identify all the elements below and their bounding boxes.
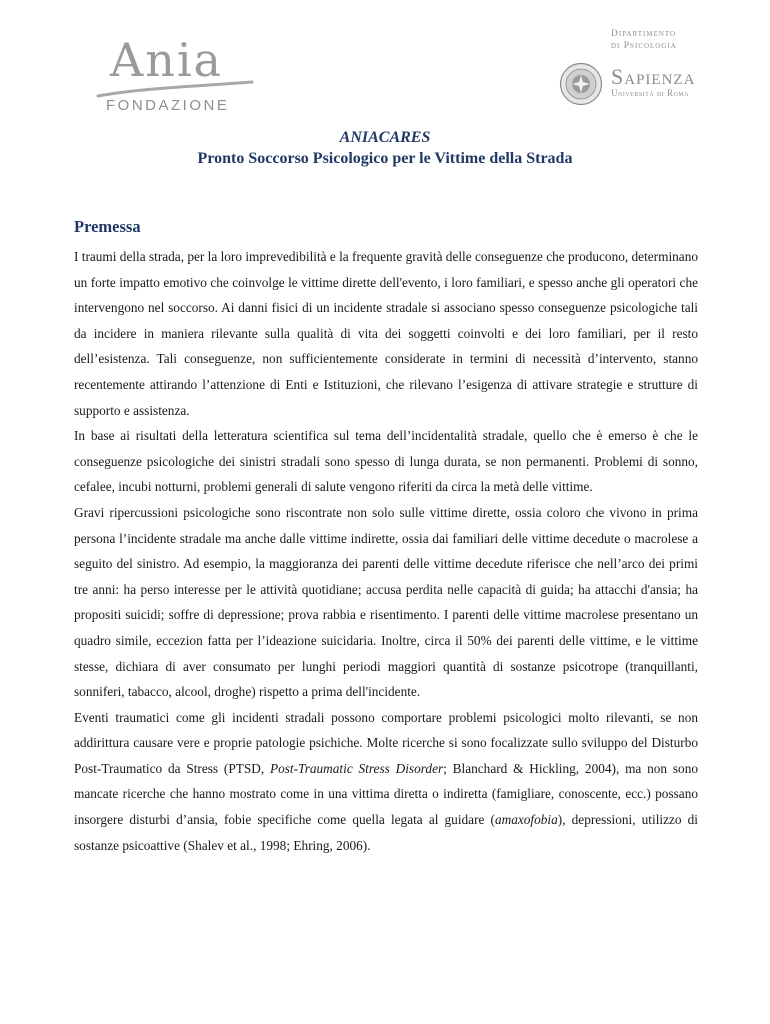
paragraph-4	[74, 705, 698, 859]
ania-logo-wordmark: Ania	[110, 33, 223, 87]
paragraph-4-italic-a: Post-Traumatic Stress Disorder	[269, 760, 444, 776]
sapienza-seal-icon	[559, 62, 603, 106]
ania-fondazione-logo	[92, 34, 257, 120]
paragraph-4-text-b: ; Blanchard & Hickling, 2004), ma non sono mancate ricerche che hanno mostrato come in una vittima diretta o indiretta (famigliare, conoscente, ecc.) possano insorgere disturbi d’ansia, fobie specifiche come quella legata al guidare (	[74, 760, 698, 828]
department-line-1: Dipartimento	[611, 29, 677, 39]
ania-logo-subtitle: FONDAZIONE	[106, 97, 230, 114]
department-line-2: di Psicologia	[611, 41, 677, 51]
sapienza-university: Università di Roma	[611, 88, 689, 98]
section-body	[74, 244, 698, 858]
paragraph-4-text-a: Eventi traumatici come gli incidenti stradali possono comportare problemi psicologici molto rilevanti, se non addirittura causare vere e proprie patologie psichiche. Molte ricerche si sono focalizzate sullo sviluppo del Disturbo Post-Traumatico da Stress (PTSD,	[74, 709, 698, 776]
paragraph-3: Gravi ripercussioni psicologiche sono riscontrate non solo sulle vittime dirette, ossia coloro che vivono in prima persona l’incidente stradale ma anche dalle vittime indirette, ossia dai familiari delle vittime decedute o macrolese a seguito del sinistro. Ad esempio, la maggioranza dei parenti delle vittime decedute riferisce che nell’arco dei primi tre anni: ha perso interesse per le attività quotidiane; accusa perdita nelle capacità di guida; ha attacchi d'ansia; ha propositi suicidi; soffre di depressione; prova rabbia e risentimento. I parenti delle vittime macrolese presentano un quadro simile, eccezion fatta per l’ideazione suicidaria. Inoltre, circa il 50% dei parenti delle vittime, e le vittime stesse, dichiara di aver consumato per lunghi periodi maggiori quantità di sostanze psicotrope (tranquillanti, sonniferi, tabacco, alcool, droghe) rispetto a prima dell'incidente.	[74, 504, 698, 700]
sapienza-name: Sapienza	[611, 64, 696, 89]
document-title: ANIACARES	[339, 129, 431, 146]
paragraph-2: In base ai risultati della letteratura scientifica sul tema dell’incidentalità stradale, quello che è emerso è che le conseguenze psicologiche dei sinistri stradali sono spesso di lunga durata, se non permanenti. Problemi di sonno, cefalee, incubi notturni, problemi generali di salute vengono riferiti da circa la metà delle vittime.	[74, 428, 698, 495]
section-heading: Premessa	[74, 217, 141, 236]
department-label	[611, 28, 677, 52]
paragraph-4-italic-b: amaxofobia	[494, 812, 558, 828]
document-subtitle: Pronto Soccorso Psicologico per le Vittime della Strada	[197, 150, 573, 167]
paragraph-1: I traumi della strada, per la loro imprevedibilità e la frequente gravità delle conseguenze che producono, determinano un forte impatto emotivo che coinvolge le vittime dirette dell'evento, i loro familiari, e spesso anche gli operatori che intervengono nel soccorso. Ai danni fisici di un incidente stradale si associano spesso conseguenze psicologiche tali da incidere in maniera rilevante sulla qualità di vita dei soggetti coinvolti e dei loro familiari, per il resto dell’esistenza. Tali conseguenze, non sufficientemente considerate in termini di necessità d’intervento, stanno recentemente attirando l’attenzione di Enti e Istituzioni, che rilevano l’esigenza di attivare strategie e strutture di supporto e assistenza.	[74, 249, 698, 418]
paragraph-4-text-c: ), depressioni, utilizzo di sostanze psicoattive (Shalev et al., 1998; Ehring, 2006).	[74, 812, 698, 853]
